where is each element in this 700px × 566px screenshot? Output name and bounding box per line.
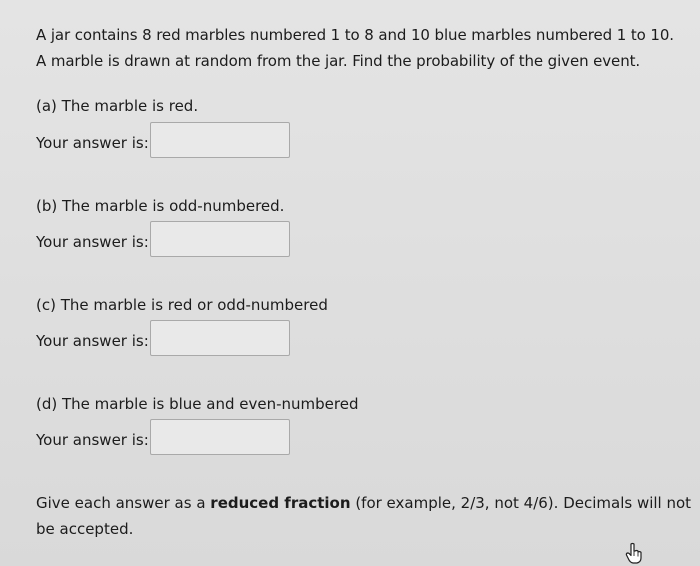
- part-d-answer-label: Your answer is:: [36, 431, 149, 449]
- part-c-answer-label: Your answer is:: [36, 332, 149, 350]
- instructions-line-1: [36, 490, 692, 516]
- part-b-answer-label: Your answer is:: [36, 233, 149, 251]
- instructions-bold: reduced fraction: [210, 494, 351, 512]
- instructions-suffix: (for example, 2/3, not 4/6). Decimals will not: [350, 494, 692, 512]
- question-line-1: A jar contains 8 red marbles numbered 1 to 8 and 10 blue marbles numbered 1 to 10.: [36, 26, 674, 44]
- question-text: [36, 22, 676, 74]
- instructions-prefix: Give each answer as a: [36, 494, 211, 512]
- part-b-answer-input[interactable]: [150, 221, 290, 257]
- part-d-title: (d) The marble is blue and even-numbered: [36, 395, 359, 413]
- part-c-title: (c) The marble is red or odd-numbered: [36, 296, 328, 314]
- part-a-answer-input[interactable]: [150, 122, 290, 158]
- instructions-line-2: be accepted.: [36, 520, 134, 538]
- part-a-title: (a) The marble is red.: [36, 97, 199, 115]
- part-b-title: (b) The marble is odd-numbered.: [36, 197, 285, 215]
- answer-instructions: [36, 490, 692, 542]
- part-a-answer-label: Your answer is:: [36, 134, 149, 152]
- hand-pointer-icon: [624, 542, 644, 564]
- part-c-answer-input[interactable]: [150, 320, 290, 356]
- question-line-2: A marble is drawn at random from the jar. Find the probability of the given event.: [36, 52, 641, 70]
- part-d-answer-input[interactable]: [150, 419, 290, 455]
